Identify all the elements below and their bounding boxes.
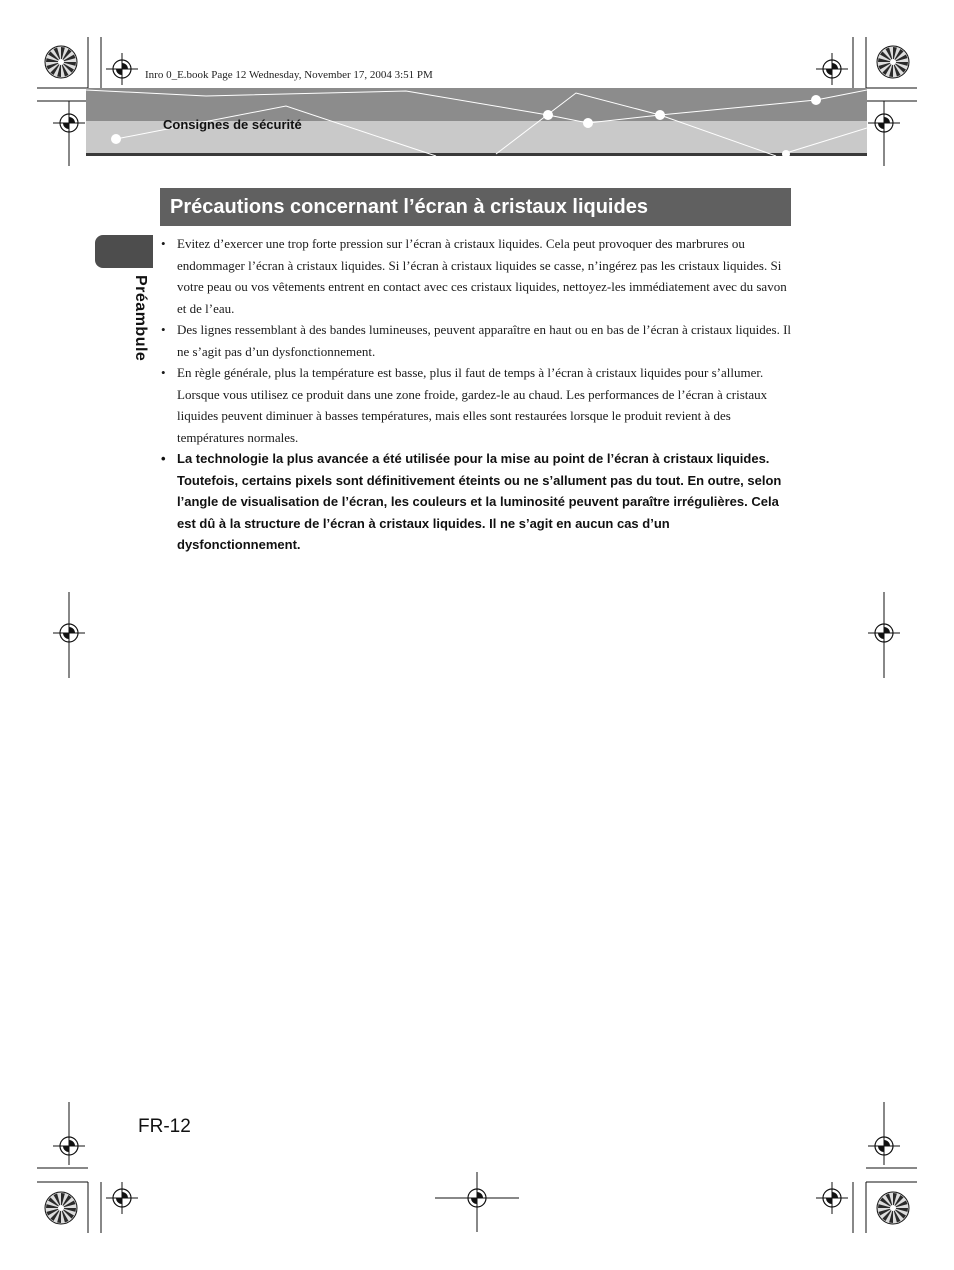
list-item-text: La technologie la plus avancée a été utilisée pour la mise au point de l’écran à cristaux liquides. Toutefois, certains pixels sont définitivement éteints ou ne s’allument pas du tout. En outre, selon l’angle de visualisation de l’écran, les couleurs et la luminosité peuvent paraître irrégulières. Cela est dû à la structure de l’écran à cristaux liquides. Il ne s’agit en aucun cas d’un dysfonctionnement. xyxy=(177,451,782,552)
color-starburst-icon xyxy=(877,1192,909,1224)
list-item-emphasized xyxy=(160,448,792,556)
header-section-label: Consignes de sécurité xyxy=(163,117,302,132)
list-item xyxy=(160,362,792,448)
registration-target-icon xyxy=(53,107,85,139)
registration-target-icon xyxy=(106,1182,138,1214)
bullet-marker: • xyxy=(161,236,166,251)
list-item-text: Des lignes ressemblant à des bandes lumineuses, peuvent apparaître en haut ou en bas de l’écran à cristaux liquides. Il ne s’agit pas d’un dysfonctionnement. xyxy=(177,322,792,359)
registration-target-icon xyxy=(106,53,138,85)
list-item xyxy=(160,233,792,319)
registration-target-icon xyxy=(816,53,848,85)
bullet-marker: • xyxy=(161,451,166,466)
page-number: FR-12 xyxy=(138,1116,191,1137)
registration-target-icon xyxy=(816,1182,848,1214)
registration-target-icon xyxy=(868,617,900,649)
section-title-bar xyxy=(160,188,791,226)
bullet-marker: • xyxy=(161,365,166,380)
registration-target-icon xyxy=(53,1130,85,1162)
precautions-list xyxy=(160,233,792,556)
list-item-text: Evitez d’exercer une trop forte pression sur l’écran à cristaux liquides. Cela peut provoquer des marbrures ou endommager l’écran à cristaux liquides. Si l’écran à cristaux liquides se casse, n’ingérez pas les cristaux liquides. Si votre peau ou vos vêtements entrent en contact avec ces cristaux liquides, nettoyez-les immédiatement avec du savon et de l’eau. xyxy=(177,236,787,316)
color-starburst-icon xyxy=(45,1192,77,1224)
list-item-text: En règle générale, plus la température est basse, plus il faut de temps à l’écran à cristaux liquides pour s’allumer. Lorsque vous utilisez ce produit dans une zone froide, gardez-le au chaud. Les performances de l’écran à cristaux liquides peuvent diminuer à basses températures, mais elles sont restaurées lorsque le produit revient à des températures normales. xyxy=(177,365,768,445)
header-band-rule xyxy=(86,153,867,156)
registration-target-icon xyxy=(461,1182,493,1214)
color-starburst-icon xyxy=(45,46,77,78)
side-tab-label: Préambule xyxy=(132,275,149,362)
registration-target-icon xyxy=(53,617,85,649)
print-slug-line: Inro 0_E.book Page 12 Wednesday, November 17, 2004 3:51 PM xyxy=(145,69,433,81)
color-starburst-icon xyxy=(877,46,909,78)
list-item xyxy=(160,319,792,362)
bullet-marker: • xyxy=(161,322,166,337)
registration-target-icon xyxy=(868,1130,900,1162)
section-title: Précautions concernant l’écran à cristaux liquides xyxy=(170,195,648,218)
registration-target-icon xyxy=(868,107,900,139)
side-tab-marker xyxy=(95,235,153,268)
